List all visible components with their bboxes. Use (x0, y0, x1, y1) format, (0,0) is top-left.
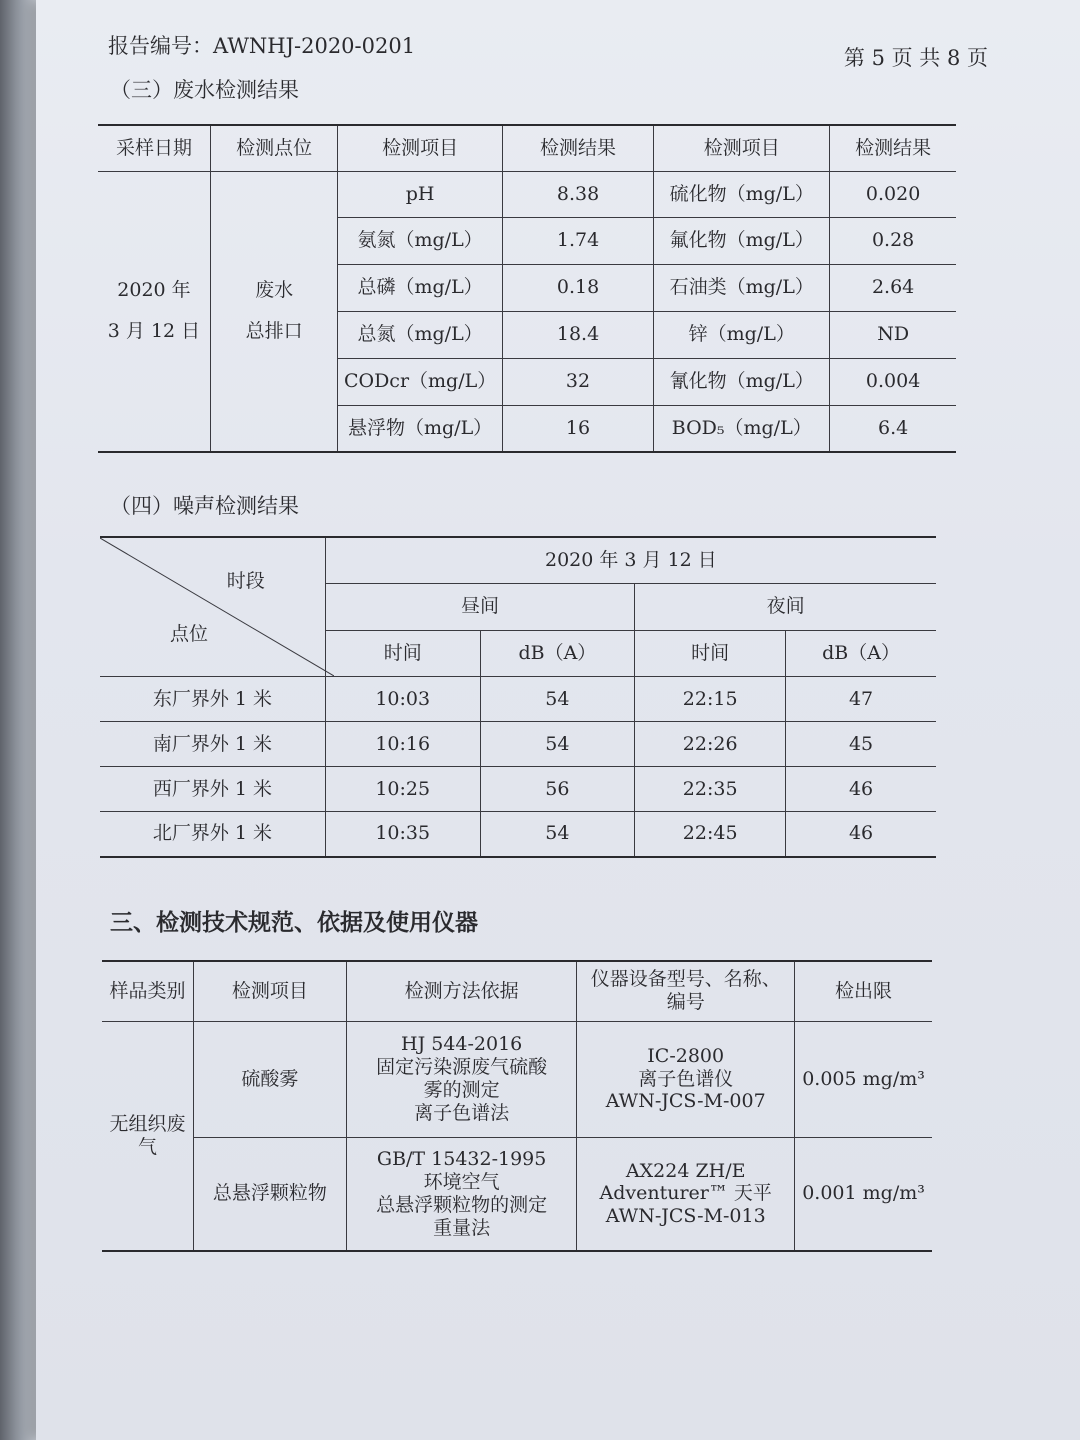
noise-section-title: （四）噪声检测结果 (110, 494, 299, 518)
night-time-cell: 22:45 (635, 812, 786, 857)
instrument-cell (577, 1021, 795, 1137)
night-time-cell: 22:35 (635, 767, 786, 812)
night-time-cell: 22:15 (635, 677, 786, 722)
test-result-cell: 16 (502, 405, 653, 452)
wastewater-header-row (98, 125, 956, 171)
header-method-basis: 检测方法依据 (346, 961, 576, 1021)
test-item-cell: 石油类（mg/L） (654, 264, 830, 311)
test-result-cell: 32 (502, 358, 653, 405)
method-line: HJ 544-2016 (401, 1033, 523, 1056)
table-row (102, 1021, 932, 1137)
diagonal-header-cell (100, 537, 325, 677)
night-db-cell: 45 (786, 722, 936, 767)
test-item-cell: pH (338, 171, 503, 217)
diag-period-label: 时段 (226, 570, 265, 592)
day-db-cell: 54 (480, 812, 635, 857)
sample-category-cell: 无组织废气 (102, 1021, 193, 1251)
test-result-cell: 0.020 (830, 171, 956, 217)
test-result-cell: 18.4 (502, 311, 653, 358)
night-db-header: dB（A） (786, 630, 936, 677)
night-header: 夜间 (635, 584, 936, 631)
sampling-date-cell (98, 171, 210, 452)
table-row (98, 171, 956, 217)
day-time-cell: 10:16 (325, 722, 480, 767)
day-db-cell: 54 (480, 677, 635, 722)
test-result-cell: 6.4 (830, 405, 956, 452)
test-item-cell: CODcr（mg/L） (338, 358, 503, 405)
noise-point-cell: 北厂界外 1 米 (100, 812, 325, 857)
test-item-cell: BOD₅（mg/L） (654, 405, 830, 452)
test-point-line1: 废水 (255, 279, 294, 302)
instrument-cell (577, 1137, 795, 1251)
sampling-date-line1: 2020 年 (117, 279, 191, 302)
test-result-cell: 0.18 (502, 264, 653, 311)
method-line: 固定污染源废气硫酸 (376, 1056, 548, 1079)
day-header: 昼间 (325, 584, 634, 631)
header-test-item-2: 检测项目 (654, 125, 830, 171)
methods-header-row (102, 961, 932, 1021)
instrument-line: AX224 ZH/E (625, 1159, 746, 1182)
table-row (100, 767, 936, 812)
test-result-cell: ND (830, 311, 956, 358)
wastewater-section-title: （三）废水检测结果 (110, 78, 299, 102)
noise-point-cell: 南厂界外 1 米 (100, 722, 325, 767)
instrument-line: AWN-JCS-M-013 (605, 1205, 766, 1228)
day-time-cell: 10:35 (325, 812, 480, 857)
test-result-cell: 0.28 (830, 217, 956, 264)
instrument-line: 离子色谱仪 (638, 1067, 734, 1090)
header-sampling-date: 采样日期 (98, 125, 210, 171)
page-number: 第 5 页 共 8 页 (843, 46, 988, 70)
instrument-line: Adventurer™ 天平 (599, 1182, 772, 1205)
header-method-item: 检测项目 (193, 961, 346, 1021)
header-test-result-2: 检测结果 (830, 125, 956, 171)
test-result-cell: 0.004 (830, 358, 956, 405)
night-db-cell: 46 (786, 812, 936, 857)
day-time-header: 时间 (325, 630, 480, 677)
noise-date-header: 2020 年 3 月 12 日 (325, 537, 936, 584)
diag-point-label: 点位 (170, 623, 209, 646)
test-item-cell: 锌（mg/L） (654, 311, 830, 358)
test-point-cell (210, 171, 337, 452)
instrument-line: AWN-JCS-M-007 (605, 1090, 766, 1113)
noise-header-row-1 (100, 537, 936, 584)
noise-table (100, 536, 936, 858)
header-test-item-1: 检测项目 (338, 125, 503, 171)
report-page (36, 0, 1080, 1440)
test-item-cell: 氨氮（mg/L） (338, 217, 503, 264)
methods-table (102, 960, 932, 1252)
header-sample-category: 样品类别 (102, 961, 193, 1021)
night-db-cell: 47 (786, 677, 936, 722)
page-header (108, 28, 988, 68)
test-item-cell: 总氮（mg/L） (338, 311, 503, 358)
method-line: 重量法 (433, 1216, 491, 1239)
method-line: 环境空气 (423, 1170, 500, 1193)
night-time-cell: 22:26 (635, 722, 786, 767)
day-time-cell: 10:25 (325, 767, 480, 812)
night-db-cell: 46 (786, 767, 936, 812)
test-result-cell: 2.64 (830, 264, 956, 311)
test-item-cell: 悬浮物（mg/L） (338, 405, 503, 452)
table-row (102, 1137, 932, 1251)
noise-point-cell: 东厂界外 1 米 (100, 677, 325, 722)
test-item-cell: 氰化物（mg/L） (654, 358, 830, 405)
day-db-cell: 56 (480, 767, 635, 812)
method-line: 总悬浮颗粒物的测定 (376, 1193, 548, 1216)
method-basis-cell (346, 1137, 576, 1251)
noise-point-cell: 西厂界外 1 米 (100, 767, 325, 812)
method-item-cell: 硫酸雾 (193, 1021, 346, 1137)
test-item-cell: 硫化物（mg/L） (654, 171, 830, 217)
table-row (100, 812, 936, 857)
wastewater-table (98, 124, 956, 453)
night-time-header: 时间 (635, 630, 786, 677)
test-item-cell: 总磷（mg/L） (338, 264, 503, 311)
method-line: 雾的测定 (423, 1079, 500, 1101)
table-row (100, 722, 936, 767)
method-line: 离子色谱法 (414, 1101, 510, 1124)
methods-section-title: 三、检测技术规范、依据及使用仪器 (110, 910, 478, 936)
diagonal-line (100, 538, 334, 676)
test-item-cell: 氟化物（mg/L） (654, 217, 830, 264)
detection-limit-cell: 0.005 mg/m³ (795, 1021, 932, 1137)
method-item-cell: 总悬浮颗粒物 (193, 1137, 346, 1251)
header-instrument: 仪器设备型号、名称、编号 (577, 961, 795, 1021)
day-db-header: dB（A） (480, 630, 635, 677)
header-test-result-1: 检测结果 (502, 125, 653, 171)
header-test-point: 检测点位 (210, 125, 337, 171)
detection-limit-cell: 0.001 mg/m³ (795, 1137, 932, 1251)
method-basis-cell (346, 1021, 576, 1137)
test-result-cell: 1.74 (502, 217, 653, 264)
test-result-cell: 8.38 (502, 171, 653, 217)
day-time-cell: 10:03 (325, 677, 480, 722)
report-number: 报告编号：AWNHJ-2020-0201 (108, 34, 416, 58)
day-db-cell: 54 (480, 722, 635, 767)
sampling-date-line2: 3 月 12 日 (107, 320, 201, 343)
method-line: GB/T 15432-1995 (376, 1148, 547, 1171)
table-row (100, 677, 936, 722)
test-point-line2: 总排口 (245, 320, 303, 343)
binder-spine (0, 0, 36, 1440)
header-detection-limit: 检出限 (795, 961, 932, 1021)
instrument-line: IC-2800 (647, 1044, 725, 1067)
